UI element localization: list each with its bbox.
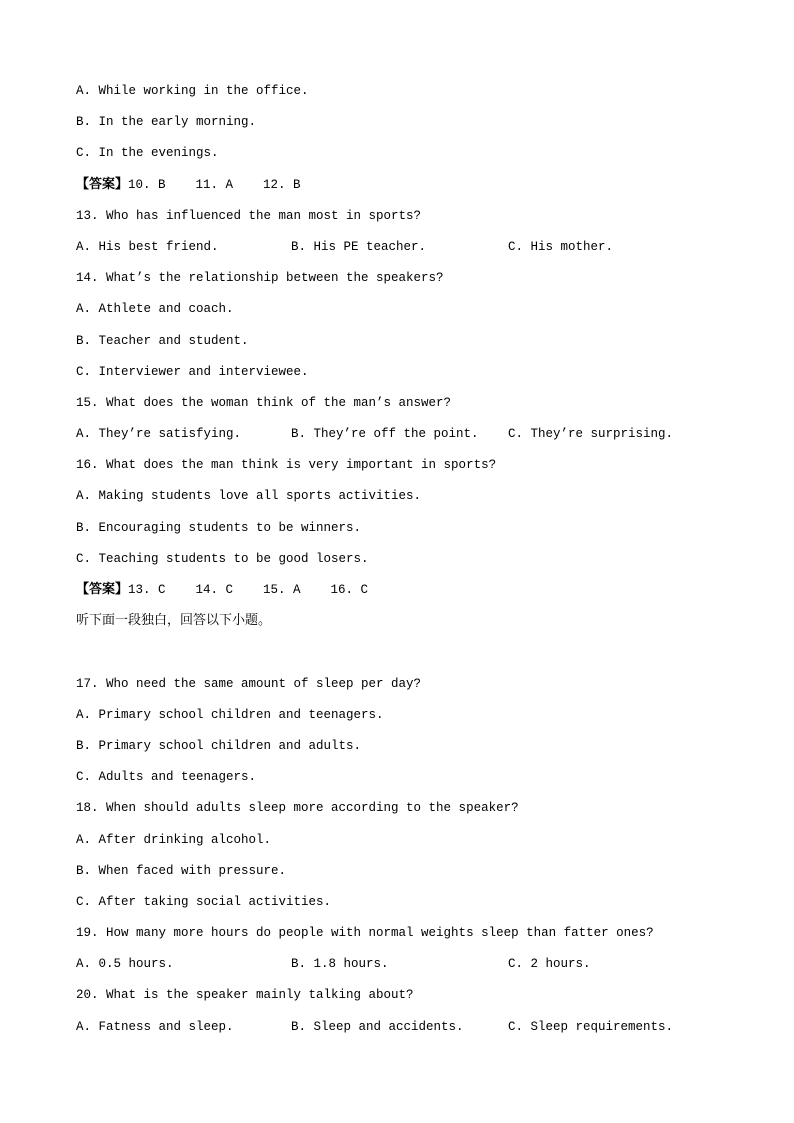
question-19: 19. How many more hours do people with normal weights sleep than fatter ones?	[76, 926, 654, 941]
q15-option-b: B. They’re off the point.	[291, 427, 479, 442]
q12-option-b: B. In the early morning.	[76, 115, 257, 130]
question-15-options	[76, 425, 736, 456]
q13-option-b: B. His PE teacher.	[291, 239, 427, 254]
q15-option-a: A. They’re satisfying.	[76, 427, 242, 442]
q15-option-c: C. They’re surprising.	[508, 427, 674, 442]
q17-option-c: C. Adults and teenagers.	[76, 770, 257, 785]
q20-option-c: C. Sleep requirements.	[508, 1019, 674, 1034]
answer-key-13-16	[76, 581, 736, 612]
answer-text: 10. B 11. A 12. B	[128, 177, 301, 192]
question-13: 13. Who has influenced the man most in sports?	[76, 208, 422, 223]
question-18: 18. When should adults sleep more according to the speaker?	[76, 801, 519, 816]
q19-option-a: A. 0.5 hours.	[76, 957, 174, 972]
question-20-options	[76, 1018, 736, 1049]
question-19-options	[76, 955, 736, 986]
q14-option-c: C. Interviewer and interviewee.	[76, 364, 309, 379]
q18-option-c: C. After taking social activities.	[76, 894, 332, 909]
q16-option-c: C. Teaching students to be good losers.	[76, 551, 369, 566]
q20-option-a: A. Fatness and sleep.	[76, 1019, 234, 1034]
question-17: 17. Who need the same amount of sleep per day?	[76, 676, 422, 691]
document-page	[76, 82, 736, 1049]
q18-option-b: B. When faced with pressure.	[76, 863, 287, 878]
question-20: 20. What is the speaker mainly talking about?	[76, 988, 414, 1003]
q17-option-b: B. Primary school children and adults.	[76, 738, 362, 753]
q17-option-a: A. Primary school children and teenagers.	[76, 707, 384, 722]
q14-option-b: B. Teacher and student.	[76, 333, 249, 348]
section-instruction: 听下面一段独白，回答以下小题。	[76, 613, 272, 629]
spacer	[76, 643, 736, 674]
question-14: 14. What’s the relationship between the speakers?	[76, 271, 444, 286]
q16-option-a: A. Making students love all sports activities.	[76, 489, 422, 504]
answer-key-10-12	[76, 176, 736, 207]
q14-option-a: A. Athlete and coach.	[76, 302, 234, 317]
question-13-options	[76, 238, 736, 269]
question-15: 15. What does the woman think of the man’s answer?	[76, 395, 452, 410]
q13-option-a: A. His best friend.	[76, 239, 219, 254]
question-16: 16. What does the man think is very important in sports?	[76, 458, 497, 473]
answer-text: 13. C 14. C 15. A 16. C	[128, 583, 369, 597]
answer-tag: 【答案】	[76, 176, 129, 192]
q12-option-a: A. While working in the office.	[76, 84, 309, 98]
q18-option-a: A. After drinking alcohol.	[76, 832, 272, 847]
q19-option-c: C. 2 hours.	[508, 957, 591, 972]
q13-option-c: C. His mother.	[508, 239, 614, 254]
q19-option-b: B. 1.8 hours.	[291, 957, 389, 972]
q20-option-b: B. Sleep and accidents.	[291, 1019, 464, 1034]
q16-option-b: B. Encouraging students to be winners.	[76, 520, 362, 535]
q12-option-c: C. In the evenings.	[76, 146, 219, 161]
answer-tag: 【答案】	[76, 582, 129, 597]
